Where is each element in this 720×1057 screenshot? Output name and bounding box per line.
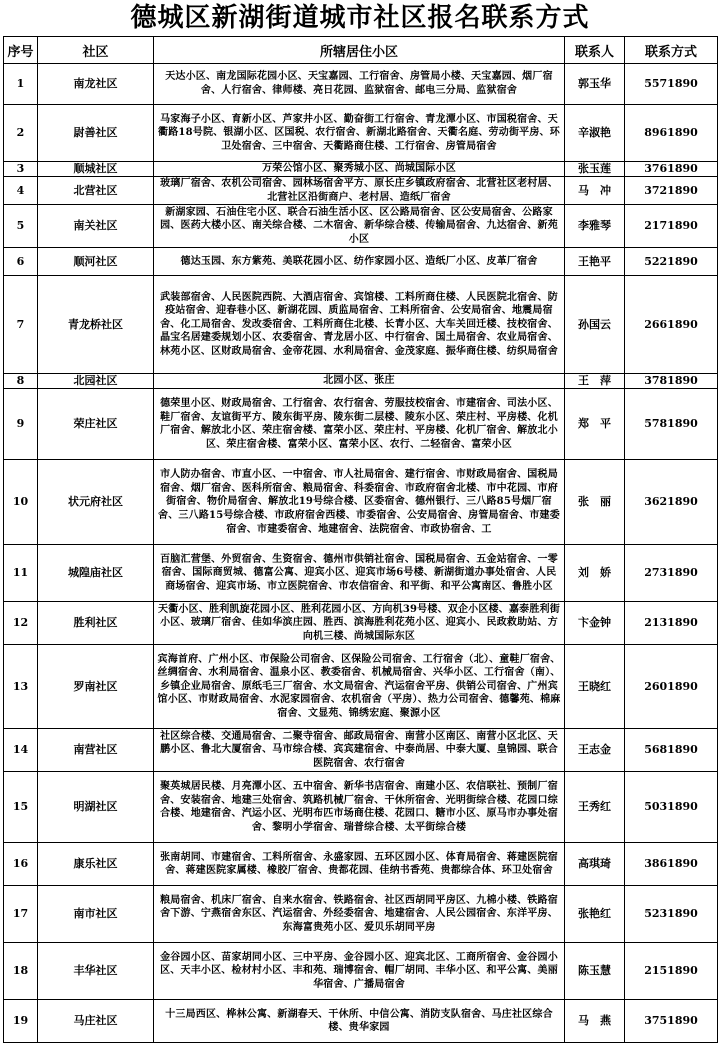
contact-person: 马 燕: [565, 1000, 625, 1043]
residential-areas: 玻璃厂宿舍、农机公司宿舍、园林场宿舍平方、原长庄乡镇政府宿舍、北营社区老村居、北营社区沿街商户、老村居、造纸厂宿舍: [154, 177, 565, 205]
residential-areas: 百脑汇营堡、外贸宿舍、生资宿舍、德州市供销社宿舍、国税局宿舍、五金站宿舍、一零宿舍、国际商贸城、德富公寓、迎宾小区、迎宾市场6号楼、新湖街道办事处宿舍、人民商场宿舍、迎宾市场、市立医院宿舍、市农信宿舍、和平街、和平公寓南区、鲁胜小区: [154, 545, 565, 602]
row-no: 10: [4, 460, 38, 545]
phone-number: 3721890: [625, 177, 718, 205]
table-row: [4, 205, 718, 248]
phone-number: 3781890: [625, 374, 718, 389]
table-row: [4, 843, 718, 886]
residential-areas: 金谷园小区、苗家胡同小区、三中平房、金谷园小区、迎宾北区、工商所宿舍、金谷园小区、天丰小区、检材村小区、丰和苑、瑞博宿舍、帽厂胡同、丰华小区、和平公寓、美丽华宿舍、广播局宿舍: [154, 943, 565, 1000]
community-name: 状元府社区: [38, 460, 154, 545]
residential-areas: 张南胡同、市建宿舍、工料所宿舍、永盛家园、五环区园小区、体育局宿舍、蒋建医院宿舍、蒋建医院家属楼、橡胶厂宿舍、贵都花园、佳纳书香苑、贵都综合体、环卫处宿舍: [154, 843, 565, 886]
phone-number: 5031890: [625, 772, 718, 843]
row-no: 12: [4, 602, 38, 645]
row-no: 16: [4, 843, 38, 886]
table-row: [4, 602, 718, 645]
phone-number: 5221890: [625, 248, 718, 276]
phone-number: 5781890: [625, 389, 718, 460]
residential-areas: 天衢小区、胜利凯旋花园小区、胜利花园小区、方向机39号楼、双企小区楼、嘉泰胜利街小区、玻璃厂宿舍、佳如华滨庄园、胜西、滨海胜利花苑小区、迎宾小、民政救助站、方向机三楼、尚城国际东区: [154, 602, 565, 645]
contact-person: 辛淑艳: [565, 105, 625, 162]
residential-areas: 市人防办宿舍、市直小区、一中宿舍、市人社局宿舍、建行宿舍、市财政局宿舍、国税局宿舍、烟厂宿舍、医科所宿舍、粮局宿舍、科委宿舍、市政府宿舍北楼、市中花园、市府街宿舍、物价局宿舍、解放北19号综合楼、区委宿舍、德州银行、三八路85号烟厂宿舍、三八路15号综合楼、市政府宿舍西楼、市委宿舍、公安局宿舍、房管局宿舍、市建委宿舍、市建委宿舍、地建宿舍、法院宿舍、市政协宿舍、工: [154, 460, 565, 545]
community-name: 尉善社区: [38, 105, 154, 162]
table-row: [4, 545, 718, 602]
table-row: [4, 943, 718, 1000]
table-row: [4, 460, 718, 545]
residential-areas: 十三局西区、桦林公寓、新湖春天、干休所、中信公寓、消防支队宿舍、马庄社区综合楼、贵华家园: [154, 1000, 565, 1043]
contact-person: 张 丽: [565, 460, 625, 545]
row-no: 13: [4, 645, 38, 729]
residential-areas: 天达小区、南龙国际花园小区、天宝嘉园、工行宿舍、房管局小楼、天宝嘉园、烟厂宿舍、人行宿舍、律师楼、亮日花园、监狱宿舍、邮电三分局、监狱宿舍: [154, 64, 565, 105]
community-name: 顺城社区: [38, 162, 154, 177]
table-row: [4, 248, 718, 276]
page-title: 德城区新湖街道城市社区报名联系方式: [130, 3, 590, 33]
header-no: 序号: [4, 37, 38, 64]
community-name: 青龙桥社区: [38, 276, 154, 374]
contact-person: 刘 娇: [565, 545, 625, 602]
row-no: 3: [4, 162, 38, 177]
phone-number: 3621890: [625, 460, 718, 545]
phone-number: 5681890: [625, 729, 718, 772]
phone-number: 2731890: [625, 545, 718, 602]
residential-areas: 北园小区、张庄: [154, 374, 565, 389]
row-no: 17: [4, 886, 38, 943]
row-no: 18: [4, 943, 38, 1000]
community-name: 北营社区: [38, 177, 154, 205]
contact-person: 张艳红: [565, 886, 625, 943]
residential-areas: 宾海首府、广州小区、市保险公司宿舍、区保险公司宿舍、工行宿舍（北）、童鞋厂宿舍、丝绸宿舍、水利局宿舍、温泉小区、教委宿舍、机械局宿舍、兴华小区、工行宿舍（南）、乡镇企业局宿舍、原纸毛三厂宿舍、水文局宿舍、汽运宿舍平房、供销公司宿舍、广州宾馆小区、市财政局宿舍、水泥家园宿舍、农机宿舍（平房）、热力公司宿舍、德馨苑、棉麻宿舍、文显苑、锦绣宏庭、聚源小区: [154, 645, 565, 729]
residential-areas: 德荣里小区、财政局宿舍、工行宿舍、农行宿舍、劳服技校宿舍、市建宿舍、司法小区、鞋厂宿舍、友谊街平方、陵东街平房、陵东街二层楼、陵东小区、荣庄村、平房楼、化机厂宿舍、解放北小区、荣庄宿舍楼、富荣小区、荣庄村、平房楼、化机厂宿舍、解放北小区、荣庄宿舍楼、富荣小区、富荣小区、农行、二轻宿舍、富荣小区: [154, 389, 565, 460]
table-row: [4, 645, 718, 729]
phone-number: 5571890: [625, 64, 718, 105]
contact-person: 郭玉华: [565, 64, 625, 105]
table-row: [4, 162, 718, 177]
table-row: [4, 105, 718, 162]
residential-areas: 粮局宿舍、机床厂宿舍、自来水宿舍、铁路宿舍、社区西胡同平房区、九棉小楼、铁路宿舍下游、宁燕宿舍东区、汽运宿舍、外经委宿舍、地建宿舍、人民公园宿舍、东洋平房、东海富贵苑小区、爱贝乐胡同平房: [154, 886, 565, 943]
phone-number: 2661890: [625, 276, 718, 374]
phone-number: 3761890: [625, 162, 718, 177]
community-name: 北园社区: [38, 374, 154, 389]
table-row: [4, 772, 718, 843]
table-row: [4, 886, 718, 943]
community-name: 南市社区: [38, 886, 154, 943]
row-no: 9: [4, 389, 38, 460]
row-no: 4: [4, 177, 38, 205]
community-name: 南营社区: [38, 729, 154, 772]
table-row: [4, 276, 718, 374]
residential-areas: 武装部宿舍、人民医院西院、大酒店宿舍、宾馆楼、工料所商住楼、人民医院北宿舍、防疫站宿舍、迎春巷小区、新湖花园、质监局宿舍、工料所宿舍、公安局宿舍、地震局宿舍、化工局宿舍、发改委宿舍、工料所商住北楼、长青小区、大车关回迁楼、技校宿舍、晶宝名居建委规划小区、农委宿舍、青龙居小区、中行宿舍、国土局宿舍、农业局宿舍、林苑小区、区财政局宿舍、金帝花园、水利局宿舍、金茂家庭、振华商住楼、纺织局宿舍: [154, 276, 565, 374]
phone-number: 2131890: [625, 602, 718, 645]
table-row: [4, 1000, 718, 1043]
header-areas: 所辖居住小区: [154, 37, 565, 64]
contact-person: 王晓红: [565, 645, 625, 729]
phone-number: 2151890: [625, 943, 718, 1000]
header-contact: 联系人: [565, 37, 625, 64]
row-no: 7: [4, 276, 38, 374]
row-no: 1: [4, 64, 38, 105]
table-row: [4, 64, 718, 105]
table-header-row: [4, 37, 718, 64]
community-name: 康乐社区: [38, 843, 154, 886]
contact-person: 李雅琴: [565, 205, 625, 248]
table-row: [4, 389, 718, 460]
contact-person: 孙国云: [565, 276, 625, 374]
contact-person: 马 冲: [565, 177, 625, 205]
contact-person: 王志金: [565, 729, 625, 772]
table-row: [4, 177, 718, 205]
contact-person: 王 萍: [565, 374, 625, 389]
community-name: 胜利社区: [38, 602, 154, 645]
contact-table: [3, 36, 718, 1043]
contact-person: 高琪琦: [565, 843, 625, 886]
row-no: 11: [4, 545, 38, 602]
phone-number: 3861890: [625, 843, 718, 886]
residential-areas: 社区综合楼、交通局宿舍、二聚寺宿舍、邮政局宿舍、南营小区南区、南营小区北区、天鹏小区、鲁北大厦宿舍、马市综合楼、宾宾建宿舍、中泰尚居、中泰大厦、皇锦园、联合医院宿舍、农行宿舍: [154, 729, 565, 772]
residential-areas: 万荣公馆小区、聚秀城小区、尚城国际小区: [154, 162, 565, 177]
community-name: 明湖社区: [38, 772, 154, 843]
row-no: 2: [4, 105, 38, 162]
residential-areas: 马家海子小区、育新小区、芦家井小区、勤奋街工行宿舍、青龙潭小区、市国税宿舍、天衢路18号院、银湖小区、区国税、农行宿舍、新湖北路宿舍、天衢名庭、劳动街平房、环卫处宿舍、三中宿舍、天衢路商住楼、工行宿舍、房管局宿舍: [154, 105, 565, 162]
row-no: 19: [4, 1000, 38, 1043]
community-name: 荣庄社区: [38, 389, 154, 460]
residential-areas: 德达玉园、东方紫苑、美联花园小区、纺作家园小区、造纸厂小区、皮革厂宿舍: [154, 248, 565, 276]
row-no: 14: [4, 729, 38, 772]
table-row: [4, 374, 718, 389]
contact-person: 郑 平: [565, 389, 625, 460]
community-name: 城隍庙社区: [38, 545, 154, 602]
community-name: 马庄社区: [38, 1000, 154, 1043]
contact-person: 陈玉慧: [565, 943, 625, 1000]
header-phone: 联系方式: [625, 37, 718, 64]
residential-areas: 新湖家园、石油住宅小区、联合石油生活小区、区公路局宿舍、区公安局宿舍、公路家园、医药大楼小区、南关综合楼、二木宿舍、新华综合楼、传输局宿舍、九达宿舍、新苑小区: [154, 205, 565, 248]
header-community: 社区: [38, 37, 154, 64]
community-name: 顺河社区: [38, 248, 154, 276]
phone-number: 8961890: [625, 105, 718, 162]
phone-number: 2601890: [625, 645, 718, 729]
contact-person: 张玉莲: [565, 162, 625, 177]
residential-areas: 聚英城居民楼、月亮潭小区、五中宿舍、新华书店宿舍、南建小区、农信联社、预制厂宿舍、安装宿舍、地建三处宿舍、筑路机械厂宿舍、干休所宿舍、光明街综合楼、花园口综合楼、地建宿舍、汽运小区、光明布匹市场商住楼、花园口、糖市小区、原马市办事处宿舍、黎明小学宿舍、瑞普综合楼、太平街综合楼: [154, 772, 565, 843]
phone-number: 5231890: [625, 886, 718, 943]
row-no: 15: [4, 772, 38, 843]
community-name: 南关社区: [38, 205, 154, 248]
row-no: 6: [4, 248, 38, 276]
contact-person: 王艳平: [565, 248, 625, 276]
phone-number: 3751890: [625, 1000, 718, 1043]
row-no: 5: [4, 205, 38, 248]
phone-number: 2171890: [625, 205, 718, 248]
row-no: 8: [4, 374, 38, 389]
table-row: [4, 729, 718, 772]
community-name: 丰华社区: [38, 943, 154, 1000]
contact-person: 卞金钟: [565, 602, 625, 645]
contact-person: 王秀红: [565, 772, 625, 843]
community-name: 罗南社区: [38, 645, 154, 729]
community-name: 南龙社区: [38, 64, 154, 105]
